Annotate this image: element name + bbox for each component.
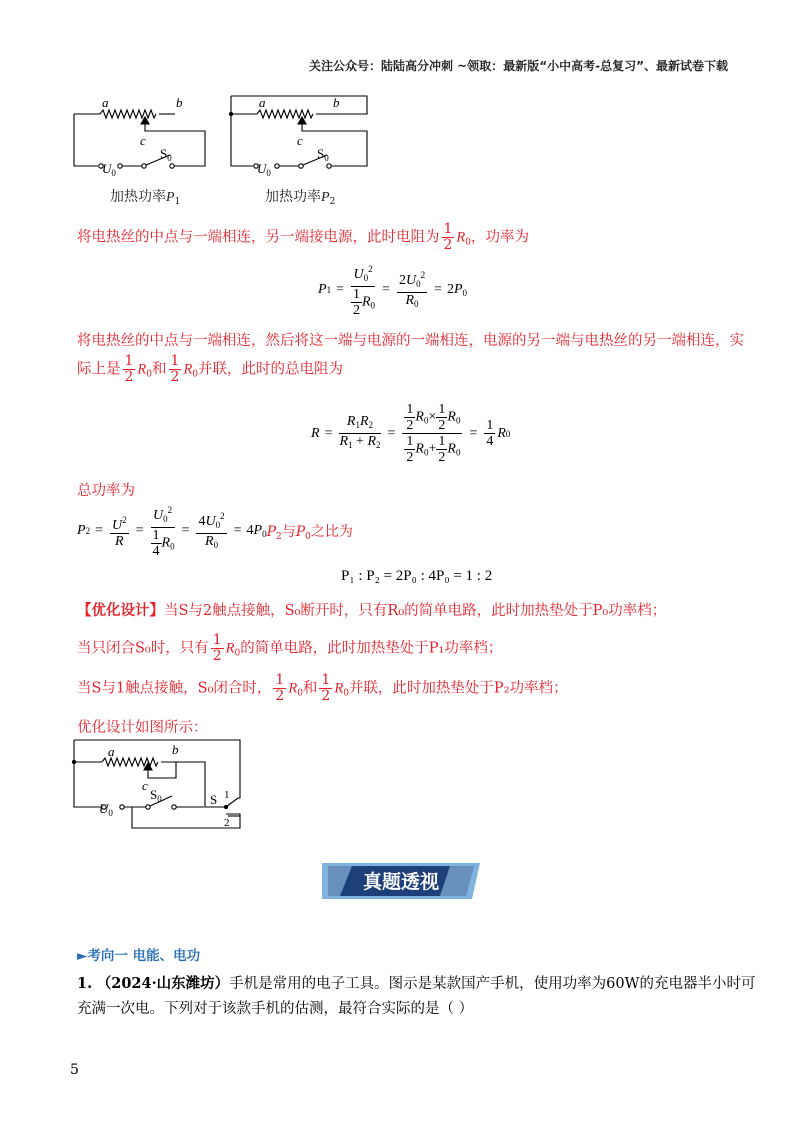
section-banner — [322, 863, 480, 899]
equation-total-resistance: R = $\frac{R_1R_2}{R_1 + R_2}$ = $\frac{1}{2}$ $R_0\times$ $\frac{1}{2}$ $R_0$ $\frac{1}{2}$ $R_0+$ $\frac{1}{2}$ $R_0$ = $\frac{1}{4}$ R 0 — [311, 402, 511, 465]
design-line-4: 优化设计如图所示： — [77, 720, 208, 736]
question-1-line1: 1. （2024·山东潍坊）手机是常用的电子工具。图示是某款国产手机，使用功率为60W的充电器半小时可 — [77, 975, 756, 992]
para-midpoint-one: 将电热丝的中点与一端相连，另一端接电源，此时电阻为 $\frac{1}{2}$ $R_0$，功率为 — [77, 221, 530, 253]
caption-p1: 加热功率$P_1$ — [110, 189, 181, 207]
svg-text:U0: $U_0$ — [102, 161, 116, 178]
svg-text:U0: $U_0$ — [257, 161, 271, 178]
equation-p1: P 1 = $U_0^2$ $\frac{1}{2}$ $R_0$ = $\frac{2U_0^2}{R_0}$ = $2P_0$ — [318, 264, 468, 318]
svg-text:S0: $S_0$ — [317, 146, 329, 163]
para-parallel-line1: 将电热丝的中点与一端相连，然后将这一端与电源的一端相连，电源的另一端与电热丝的另一端相连，实 — [77, 333, 744, 349]
design-line-2: 当只闭合S₀时，只有 $\frac{1}{2}$ $R_0$的简单电路，此时加热垫处于P₁功率档； — [77, 632, 503, 664]
equation-ratio: P₁ : P₂ = 2P₀ : 4P₀ = 1 : 2 — [341, 568, 493, 584]
question-1-line2: 充满一次电。下列对于该款手机的估测，最符合实际的是（ ） — [77, 1001, 474, 1017]
svg-text:c: c — [142, 778, 148, 793]
svg-text:S0: $S_0$ — [160, 146, 172, 163]
equation-p2: P 2 = $\frac{U^2}{R}$ = $U_0^2$ $\frac{1}{4}$ $R_0$ = $\frac{4U_0^2}{R_0}$ = $4P_0$ $P_2$与$P_0$之比为 — [77, 505, 353, 559]
page-number: 5 — [70, 1062, 79, 1078]
label-switch-s: S — [210, 792, 218, 807]
svg-text:b: b — [333, 95, 340, 110]
label-a: a — [102, 95, 109, 110]
page-header: 关注公众号：陆陆高分冲刺 ~领取：最新版“小中高考-总复习”、最新试卷下载 — [309, 59, 728, 73]
design-line-3: 当S与1触点接触，S₀闭合时， $\frac{1}{2}$ $R_0$和 $\frac{1}{2}$ $R_0$并联，此时加热垫处于P₂功率档； — [77, 672, 568, 704]
label-contact-2: 2 — [224, 817, 230, 829]
caption-p2: 加热功率$P_2$ — [265, 189, 336, 207]
svg-text:a: a — [108, 744, 115, 759]
circuit-diagram-optimized — [68, 736, 248, 832]
para-total-power: 总功率为 — [77, 483, 135, 499]
svg-text:a: a — [259, 95, 266, 110]
label-contact-1: 1 — [224, 789, 230, 801]
label-c: c — [140, 133, 146, 148]
svg-text:b: b — [172, 742, 179, 757]
banner-text: 真题透视 — [362, 871, 440, 893]
svg-text:c: c — [297, 133, 303, 148]
section-heading: ►考向一 电能、电功 — [77, 948, 201, 964]
para-parallel-line2: 际上是 $\frac{1}{2}$ $R_0$和 $\frac{1}{2}$ $R_0$并联，此时的总电阻为 — [77, 353, 344, 385]
svg-text:S0: $S_0$ — [150, 787, 162, 804]
label-b: b — [176, 95, 183, 110]
svg-text:U0: $U_0$ — [99, 801, 113, 818]
design-line-1: 【优化设计】当S与2触点接触，S₀断开时，只有R₀的简单电路，此时加热垫处于P₀功率档； — [77, 602, 667, 619]
